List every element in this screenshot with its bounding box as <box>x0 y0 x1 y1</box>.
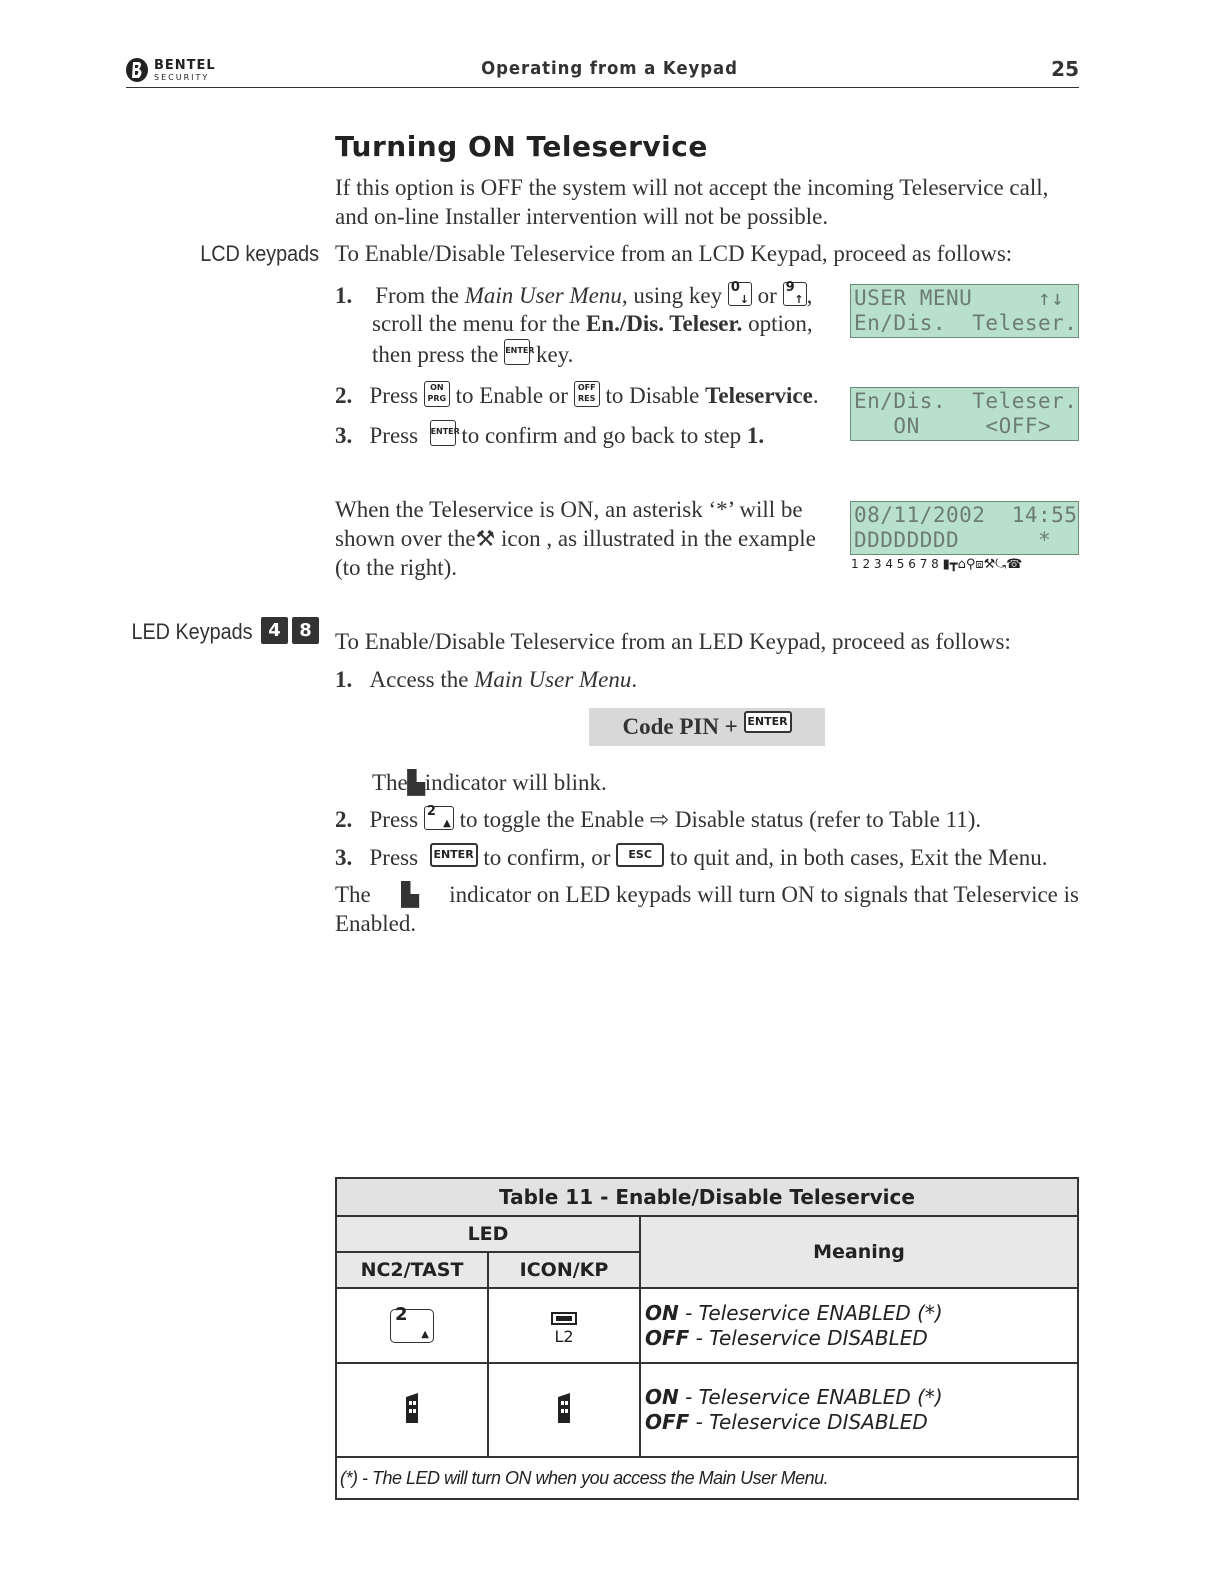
lcd-step-2: 2. Press ON PRG to Enable or OFF RES to Disable Teleservice. <box>335 382 819 408</box>
teleservice-led-icon <box>403 1393 421 1423</box>
note-line-2: shown over the⚒ icon , as illustrated in the example <box>335 526 816 551</box>
table-footnote: (*) - The LED will turn ON when you access the Main User Menu. <box>336 1457 1078 1499</box>
row2-meaning: ON - Teleservice ENABLED (*) OFF - Teleservice DISABLED <box>640 1363 1078 1457</box>
lcd-keypads-label: LCD keypads <box>200 241 319 266</box>
key-2-icon: 2 ▲ <box>390 1309 434 1343</box>
key-0-scroll-down[interactable]: 0 ↓ <box>728 282 752 306</box>
key-9-scroll-up[interactable]: 9 ↑ <box>783 282 807 306</box>
teleservice-indicator-icon-2: ▙ <box>401 882 419 907</box>
note-line-3: (to the right). <box>335 555 457 580</box>
table-11 <box>335 1177 1079 1500</box>
lcd-display-status: 08/11/2002 14:55 DDDDDDDD * <box>850 501 1079 555</box>
teleservice-kp-icon <box>555 1393 573 1423</box>
note-line-1: When the Teleservice is ON, an asterisk ‘*’ will be <box>335 497 803 522</box>
led-header: LED <box>336 1216 640 1252</box>
step-number: 1. <box>335 283 353 308</box>
row2-nc2-cell <box>336 1363 488 1457</box>
table-row <box>336 1288 1078 1363</box>
lcd-step-1-line-3: then press the ENTER key. <box>372 340 573 369</box>
lcd-display-enable-disable: En/Dis. Teleser. ON <OFF> <box>850 387 1079 441</box>
wrench-icon: ⚒ <box>475 526 496 551</box>
led-l2-icon <box>551 1312 577 1325</box>
row1-meaning: ON - Teleservice ENABLED (*) OFF - Teleservice DISABLED <box>640 1288 1078 1363</box>
code-pin-text: Code PIN + <box>622 714 738 739</box>
option-name: En./Dis. Teleser. <box>585 311 743 336</box>
blink-text: The▙indicator will blink. <box>372 770 607 795</box>
lcd-step-1-line-2: scroll the menu for the En./Dis. Teleser. option, <box>372 311 813 336</box>
main-user-menu-ref: Main User Menu <box>464 283 622 308</box>
final-line-2: Enabled. <box>335 911 417 936</box>
meaning-header: Meaning <box>640 1216 1078 1288</box>
led-step-1: 1. Access the Main User Menu. <box>335 667 638 692</box>
led-badge-8: 8 <box>292 617 319 644</box>
intro-line-2: and on-line Installer intervention will not be possible. <box>335 204 829 229</box>
led-step-2: 2. Press 2 ▲ to toggle the Enable ⇨ Disable status (refer to Table 11). <box>335 803 982 832</box>
brand-sub: SECURITY <box>154 73 210 82</box>
col-icon-kp: ICON/KP <box>488 1252 640 1288</box>
arrow-down-icon: ↓ <box>739 292 749 306</box>
key-2-toggle[interactable]: 2 ▲ <box>424 806 454 830</box>
led-keypads-label: LED Keypads <box>131 619 253 645</box>
led-badge-4: 4 <box>261 617 288 644</box>
brand-name: BENTEL <box>154 58 216 73</box>
esc-key[interactable]: ESC <box>616 843 664 867</box>
intro-line-1: If this option is OFF the system will not accept the incoming Teleservice call, <box>335 175 1049 200</box>
on-prg-key[interactable]: ON PRG <box>424 381 450 407</box>
enter-key-small-2[interactable]: ENTER <box>430 420 456 446</box>
row1-icon-cell <box>488 1288 640 1363</box>
lcd-status-strip <box>851 557 1022 572</box>
row1-nc2-cell <box>336 1288 488 1363</box>
table-caption: Table 11 - Enable/Disable Teleservice <box>336 1178 1078 1216</box>
triangle-icon: ▲ <box>443 817 451 829</box>
code-pin-box <box>589 708 825 746</box>
arrow-up-icon: ↑ <box>794 292 804 306</box>
l2-label: L2 <box>554 1326 574 1346</box>
enter-key-pin[interactable]: ENTER <box>744 711 792 733</box>
enter-key[interactable]: ENTER <box>430 843 478 867</box>
off-res-key[interactable]: OFF RES <box>574 381 600 407</box>
enter-key-small[interactable]: ENTER <box>504 339 530 365</box>
zone-numbers: 1 2 3 4 5 6 7 8 <box>851 557 939 571</box>
lcd-step-1-line-1: 1. From the Main User Menu, using key 0 ↓ or 9 ↑ , <box>335 279 813 308</box>
final-line-1: The ▙ indicator on LED keypads will turn ON to signals that Teleservice is <box>335 882 1079 907</box>
warning-triangle-icon: ▲ <box>421 1328 429 1340</box>
header-title: Operating from a Keypad <box>481 58 738 79</box>
lcd-lead: To Enable/Disable Teleservice from an LCD Keypad, proceed as follows: <box>335 241 1013 266</box>
lcd-display-user-menu: USER MENU ↑↓ En/Dis. Teleser. <box>850 284 1079 338</box>
row2-icon-cell <box>488 1363 640 1457</box>
table-row <box>336 1363 1078 1457</box>
lcd-step-3: 3. Press ENTER to confirm and go back to step 1. <box>335 421 764 450</box>
page-number: 25 <box>1051 57 1079 81</box>
led-step-3: 3. Press ENTER to confirm, or ESC to quit and, in both cases, Exit the Menu. <box>335 843 1047 872</box>
teleservice-indicator-icon: ▙ <box>407 770 425 795</box>
led-keypads-label-group <box>118 617 319 645</box>
section-title: Turning ON Teleservice <box>335 130 708 163</box>
col-nc2-tast: NC2/TAST <box>336 1252 488 1288</box>
led-lead: To Enable/Disable Teleservice from an LED Keypad, proceed as follows: <box>335 629 1011 654</box>
header-rule <box>126 87 1079 88</box>
status-icons: ▮┳⌂⚲⧈⚒⤿☎ <box>942 557 1023 572</box>
